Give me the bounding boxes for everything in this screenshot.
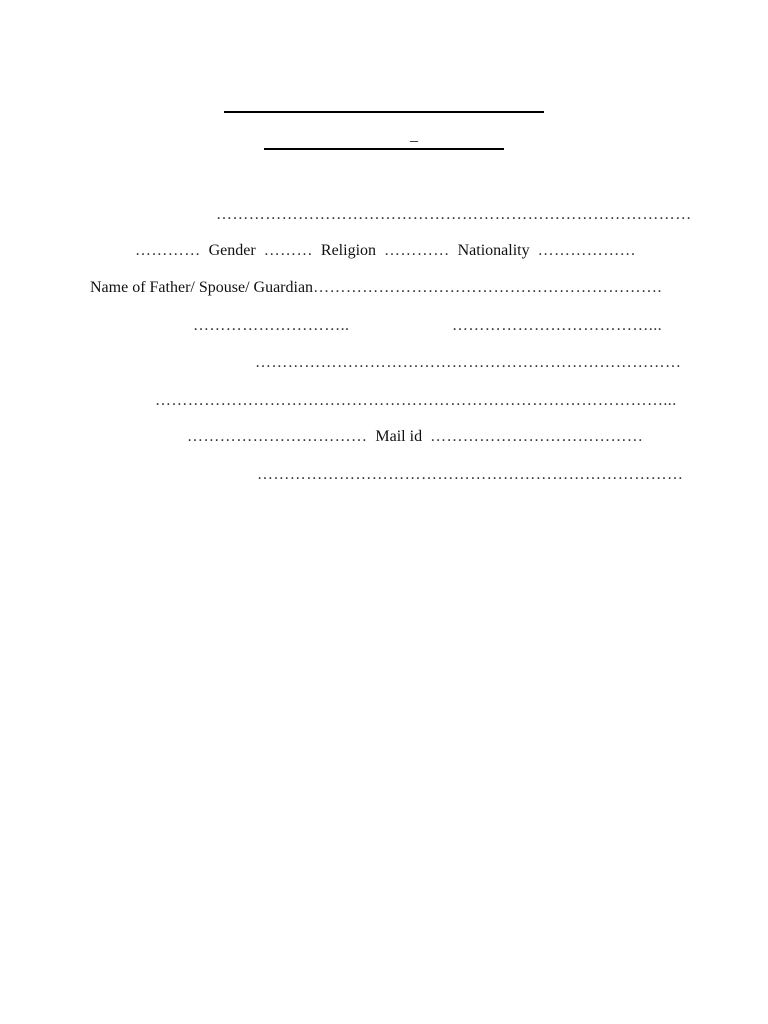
name-field-row [216,205,692,225]
religion-field-dots[interactable]: ………… [384,242,450,259]
guardian-field-dots[interactable]: ………………………………………………………. [313,279,662,296]
row-4-right [452,316,662,336]
contact-row [187,427,643,447]
mail-id-field-dots[interactable]: ………………………………… [430,428,644,445]
guardian-label: Name of Father/ Spouse/ Guardian [90,279,314,296]
subtitle-dash: _ [410,127,418,144]
row-8 [257,465,683,485]
age-field-dots[interactable]: ………… [135,242,201,259]
personal-details-row [135,241,636,261]
subtitle-underline [264,148,504,150]
guardian-row [90,278,662,298]
row-6-dots[interactable]: …………………………………………………………………………………... [155,392,677,409]
gender-label: Gender [208,242,256,259]
row-8-dots[interactable]: …………………………………………………………………… [257,466,684,483]
row-5-dots[interactable]: …………………………………………………………………… [255,354,682,371]
mail-id-label: Mail id [375,428,423,445]
title-underline [224,111,544,113]
nationality-field-dots[interactable]: ……………… [537,242,637,259]
row-4-right-dots[interactable]: ………………………………... [452,317,662,334]
row-6 [155,391,677,411]
phone-field-dots[interactable]: …………………………… [187,428,368,445]
row-5 [255,353,681,373]
gender-field-dots[interactable]: ……… [263,242,313,259]
nationality-label: Nationality [457,242,530,259]
row-4-left-dots[interactable]: ……………………….. [193,317,350,334]
name-field-dots[interactable]: …………………………………………………………………………… [216,206,692,223]
religion-label: Religion [320,242,377,259]
row-4-left [193,316,349,336]
